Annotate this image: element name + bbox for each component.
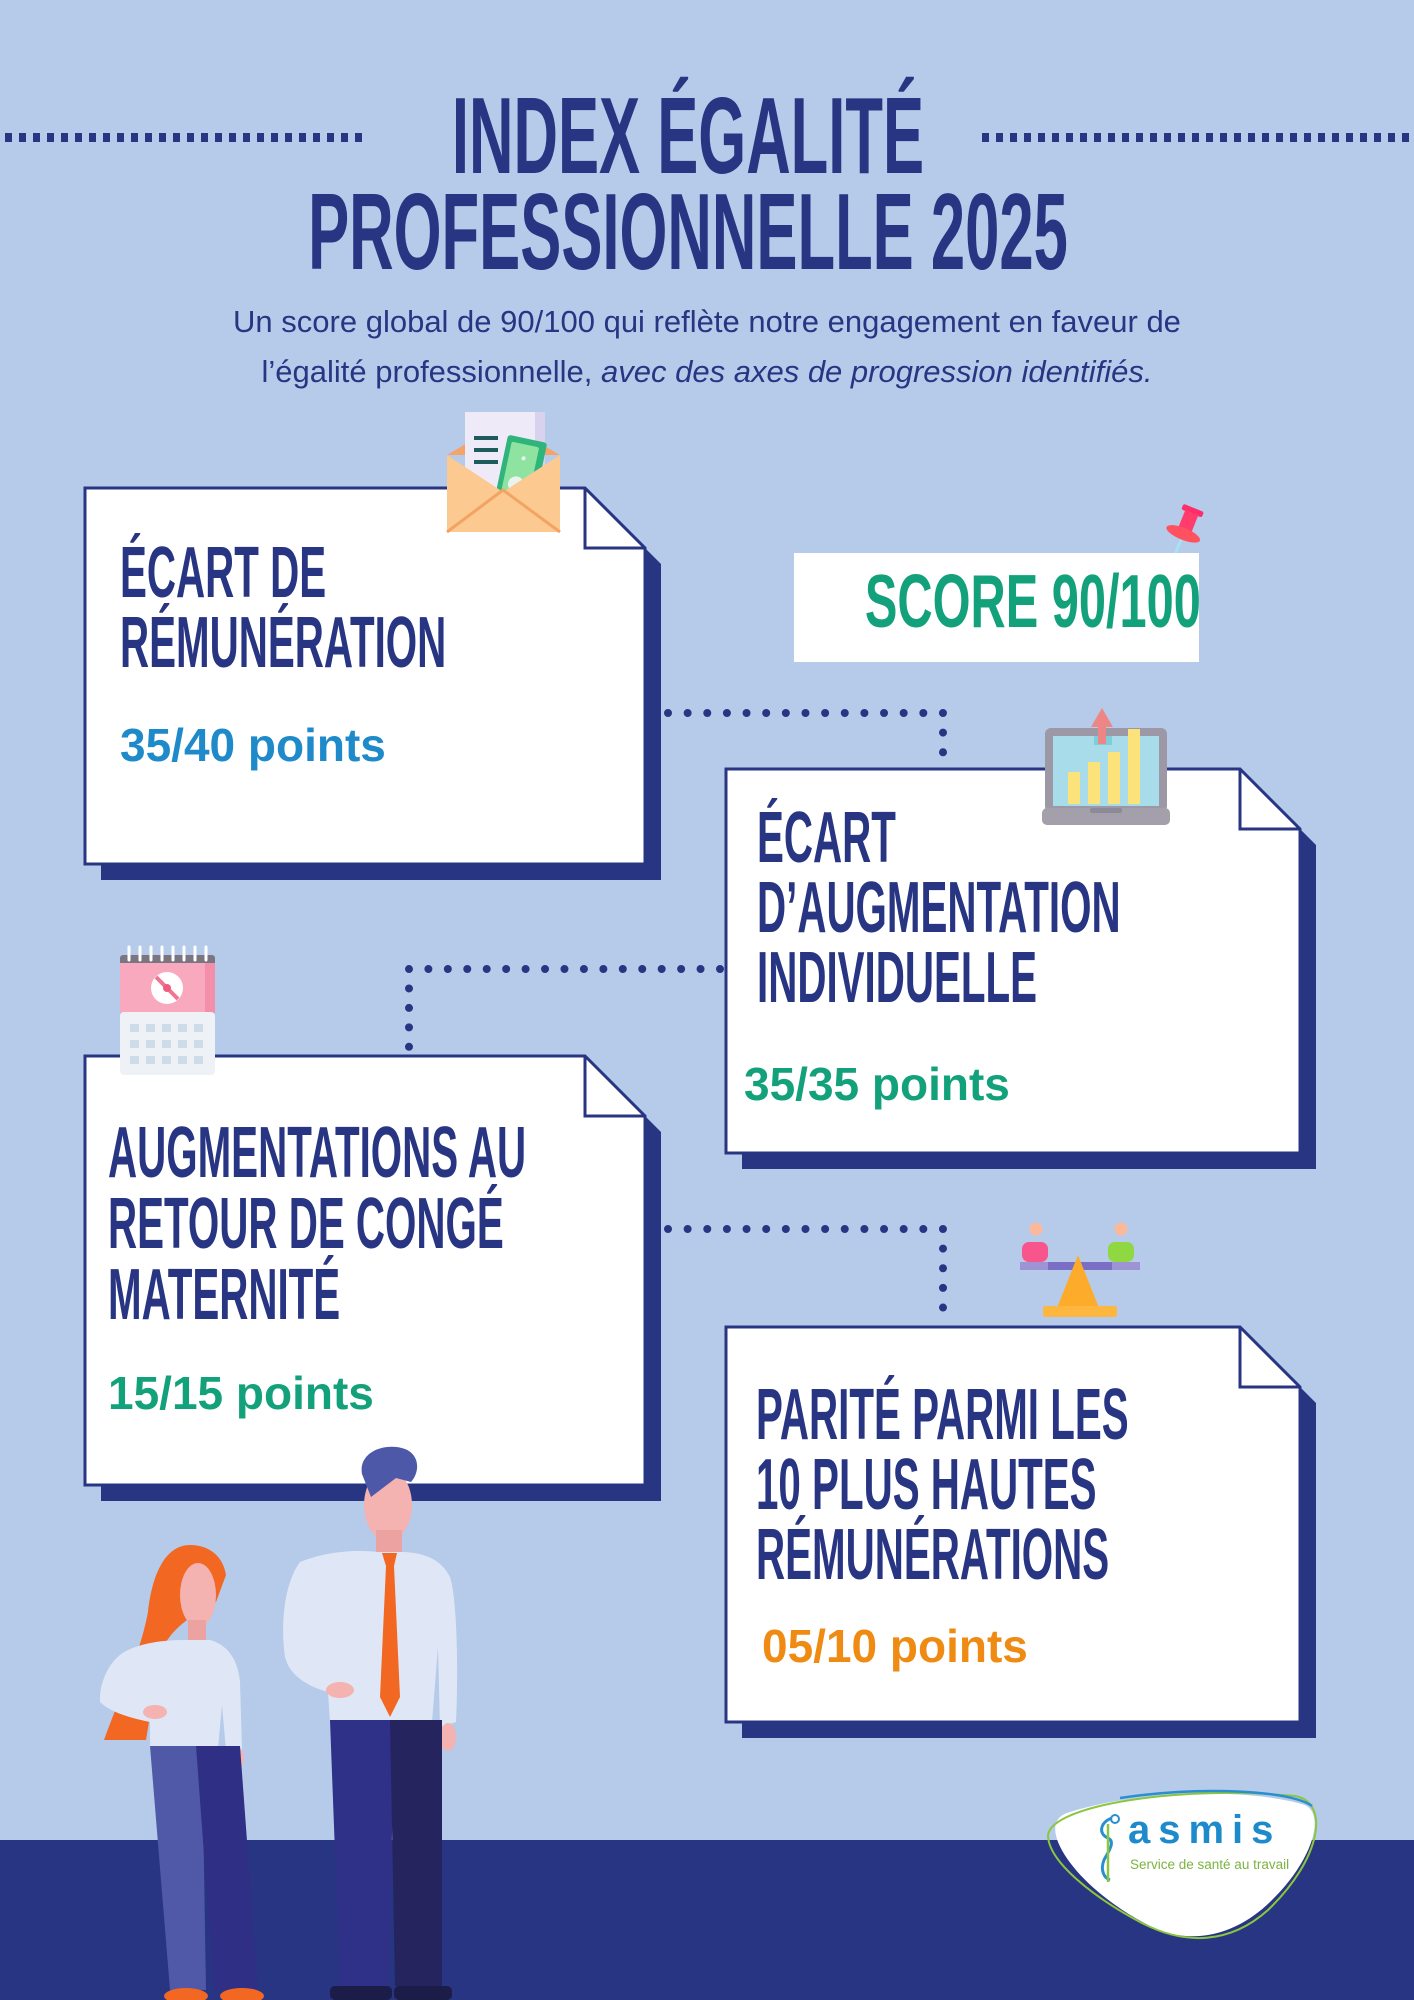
card-title-augmentation-individuelle xyxy=(757,798,1406,1018)
subtitle-line-1: Un score global de 90/100 qui reflète notre engagement en faveur de xyxy=(233,304,1181,339)
page-title-line-1: INDEX ÉGALITÉ xyxy=(451,75,925,197)
subtitle-line-2 xyxy=(0,347,1414,397)
envelope-money-icon xyxy=(447,412,560,532)
card-title-line: ÉCART DE xyxy=(120,533,327,613)
card-title-line: RÉMUNÉRATIONS xyxy=(756,1515,1110,1595)
seesaw-balance-icon xyxy=(1020,1223,1140,1318)
card-title-line: D’AUGMENTATION xyxy=(757,868,1121,948)
card-points-remuneration: 35/40 points xyxy=(120,719,386,771)
calendar-icon xyxy=(120,947,215,1075)
logo-wordmark: asmis xyxy=(1128,1808,1282,1852)
card-title-line: AUGMENTATIONS AU xyxy=(108,1113,527,1193)
card-title-line: 10 PLUS HAUTES xyxy=(756,1445,1097,1525)
card-title-conge-maternite xyxy=(108,1113,855,1335)
logo-tagline: Service de santé au travail xyxy=(1130,1857,1290,1872)
subtitle-regular-text: l’égalité professionnelle, xyxy=(261,354,602,389)
card-title-line: RÉMUNÉRATION xyxy=(120,603,447,683)
card-title-parite xyxy=(756,1375,1414,1595)
card-points-conge-maternite: 15/15 points xyxy=(108,1367,374,1419)
connector-card2-card3 xyxy=(409,969,720,1050)
card-points-augmentation-individuelle: 35/35 points xyxy=(744,1058,1010,1110)
card-title-line: ÉCART xyxy=(757,798,896,878)
card-title-remuneration xyxy=(120,533,703,683)
card-title-line: INDIVIDUELLE xyxy=(757,938,1038,1018)
card-title-line: RETOUR DE CONGÉ xyxy=(108,1184,504,1264)
score-badge xyxy=(794,553,1199,662)
connector-card1-card2 xyxy=(668,713,943,753)
subtitle-italic-text: avec des axes de progression identifiés. xyxy=(601,354,1153,389)
page-title-line-2: PROFESSIONNELLE 2025 xyxy=(308,171,1068,293)
card-title-line: PARITÉ PARMI LES xyxy=(756,1375,1129,1455)
score-label: SCORE 90/100 xyxy=(864,559,1201,643)
card-title-line: MATERNITÉ xyxy=(108,1255,341,1335)
card-points-parite: 05/10 points xyxy=(762,1620,1028,1672)
